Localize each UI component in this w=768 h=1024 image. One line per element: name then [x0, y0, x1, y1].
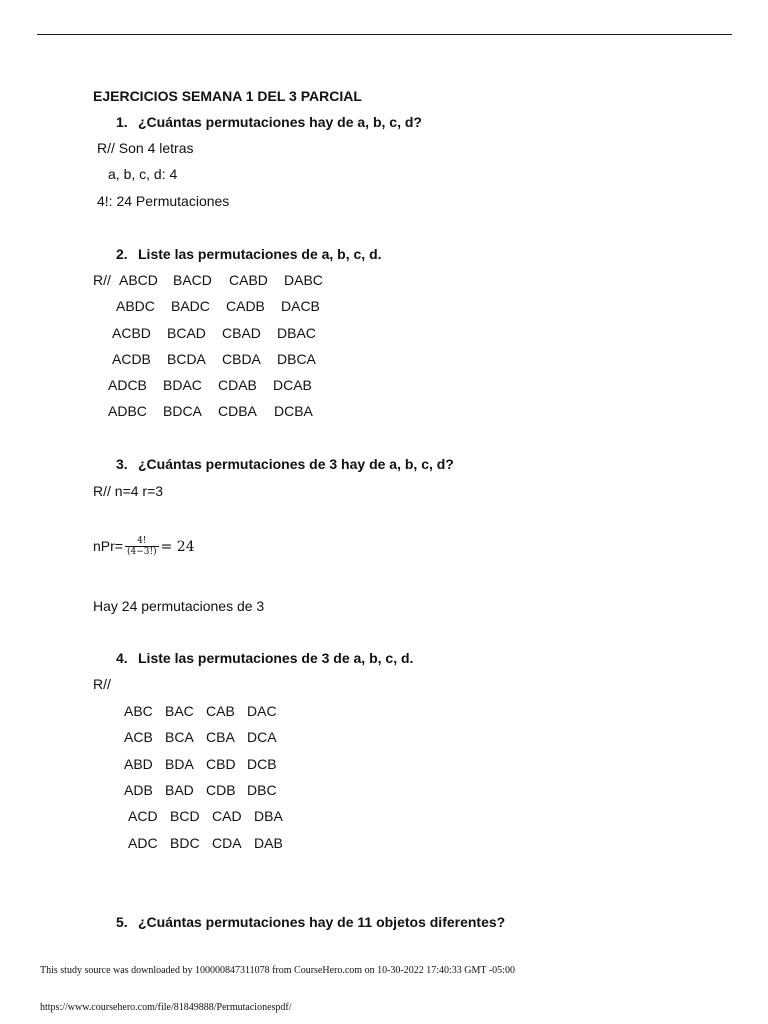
- perm-cell: BCA: [165, 729, 194, 745]
- perm-cell: ACBD: [112, 325, 151, 341]
- perm-cell: BCD: [170, 808, 200, 824]
- question-5-number: 5.: [116, 914, 128, 930]
- perm-cell: BDCA: [163, 403, 202, 419]
- formula-denominator: (4−3!): [126, 547, 157, 558]
- formula-rhs: = 24: [160, 539, 195, 555]
- question-3-number: 3.: [116, 456, 128, 472]
- question-1-number: 1.: [116, 114, 128, 130]
- question-3: [116, 455, 454, 473]
- q4-perm-row: [124, 781, 277, 799]
- q2-perm-row: [119, 271, 323, 289]
- perm-cell: ADCB: [108, 377, 147, 393]
- q4-answer-prefix: R//: [93, 676, 111, 692]
- question-5: [116, 913, 505, 931]
- q2-perm-row: [112, 350, 316, 368]
- perm-cell: CAB: [206, 703, 235, 719]
- question-5-text: ¿Cuántas permutaciones hay de 11 objetos diferentes?: [138, 914, 506, 930]
- perm-cell: ADBC: [108, 403, 147, 419]
- q3-formula: [93, 532, 195, 561]
- q4-perm-row: [128, 807, 283, 825]
- perm-cell: CBA: [206, 729, 235, 745]
- q4-perm-row: [124, 728, 277, 746]
- perm-cell: DCAB: [273, 377, 312, 393]
- question-4-number: 4.: [116, 650, 128, 666]
- perm-cell: BDA: [165, 756, 194, 772]
- question-2: [116, 245, 382, 263]
- formula-numerator: 4!: [125, 536, 159, 547]
- question-4: [116, 649, 413, 667]
- question-1-text: ¿Cuántas permutaciones hay de a, b, c, d?: [138, 114, 422, 130]
- perm-cell: ACD: [128, 808, 158, 824]
- perm-cell: DABC: [284, 272, 323, 288]
- perm-cell: DACB: [281, 298, 320, 314]
- perm-cell: BAC: [165, 703, 194, 719]
- perm-cell: CBD: [206, 756, 236, 772]
- formula-lhs: nPr=: [93, 538, 123, 554]
- perm-cell: CBAD: [222, 325, 261, 341]
- perm-cell: CDBA: [218, 403, 257, 419]
- perm-cell: BDC: [170, 835, 200, 851]
- perm-cell: DCBA: [274, 403, 313, 419]
- perm-cell: DCB: [247, 756, 277, 772]
- perm-cell: DBCA: [277, 351, 316, 367]
- source-url[interactable]: https://www.coursehero.com/file/81849888/Permutacionespdf/: [40, 1002, 292, 1013]
- perm-cell: ADB: [124, 782, 153, 798]
- perm-cell: CADB: [226, 298, 265, 314]
- q2-perm-row: [116, 297, 320, 315]
- q1-answer-line-3: 4!: 24 Permutaciones: [97, 193, 230, 209]
- perm-cell: BADC: [171, 298, 210, 314]
- perm-cell: ADC: [128, 835, 158, 851]
- perm-cell: BCDA: [167, 351, 206, 367]
- q3-answer-line: R// n=4 r=3: [93, 483, 164, 499]
- q3-conclusion: Hay 24 permutaciones de 3: [93, 598, 265, 614]
- perm-cell: ABDC: [116, 298, 155, 314]
- perm-cell: DAB: [254, 835, 283, 851]
- q2-answer-prefix: R//: [93, 272, 111, 288]
- perm-cell: CDA: [212, 835, 242, 851]
- perm-cell: BACD: [173, 272, 212, 288]
- perm-cell: ABC: [124, 703, 153, 719]
- perm-cell: DBAC: [277, 325, 316, 341]
- perm-cell: CAD: [212, 808, 242, 824]
- perm-cell: BCAD: [167, 325, 206, 341]
- perm-cell: DCA: [247, 729, 277, 745]
- q4-perm-row: [124, 702, 277, 720]
- question-2-number: 2.: [116, 246, 128, 262]
- perm-cell: BDAC: [163, 377, 202, 393]
- q1-answer-line-1: R// Son 4 letras: [97, 140, 194, 156]
- perm-cell: ABD: [124, 756, 153, 772]
- perm-cell: CBDA: [222, 351, 261, 367]
- perm-cell: BAD: [165, 782, 194, 798]
- question-1: [116, 113, 422, 131]
- top-rule: [37, 34, 732, 35]
- q1-answer-line-2: a, b, c, d: 4: [108, 166, 178, 182]
- perm-cell: CABD: [229, 272, 268, 288]
- q2-perm-row: [112, 324, 316, 342]
- download-notice: This study source was downloaded by 100000847311078 from CourseHero.com on 10-30-2022 17:40:33 GMT -05:00: [40, 965, 515, 976]
- perm-cell: CDB: [206, 782, 236, 798]
- perm-cell: DBA: [254, 808, 283, 824]
- perm-cell: DAC: [247, 703, 277, 719]
- question-4-text: Liste las permutaciones de 3 de a, b, c, d.: [138, 650, 414, 666]
- q2-perm-row: [108, 376, 312, 394]
- question-3-text: ¿Cuántas permutaciones de 3 hay de a, b, c, d?: [138, 456, 454, 472]
- perm-cell: ABCD: [119, 272, 158, 288]
- perm-cell: DBC: [247, 782, 277, 798]
- document-title: EJERCICIOS SEMANA 1 DEL 3 PARCIAL: [93, 88, 362, 104]
- question-2-text: Liste las permutaciones de a, b, c, d.: [138, 246, 382, 262]
- formula-fraction: [125, 536, 159, 558]
- q2-perm-row: [108, 402, 313, 420]
- perm-cell: ACDB: [112, 351, 151, 367]
- perm-cell: CDAB: [218, 377, 257, 393]
- q4-perm-row: [128, 834, 283, 852]
- perm-cell: ACB: [124, 729, 153, 745]
- q4-perm-row: [124, 755, 277, 773]
